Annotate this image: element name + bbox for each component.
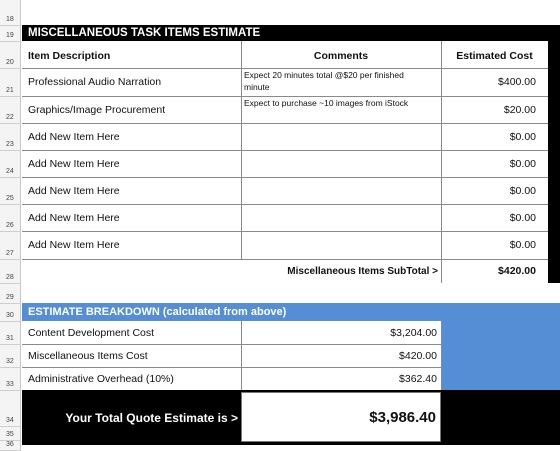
row-divider xyxy=(0,123,21,124)
row-divider xyxy=(0,321,21,322)
row-number: 35 xyxy=(6,431,14,438)
item-description[interactable]: Add New Item Here xyxy=(28,239,120,251)
comment-line: Expect 20 minutes total @$20 per finished xyxy=(244,70,404,80)
item-cost: $400.00 xyxy=(498,76,536,88)
item-comment[interactable] xyxy=(244,124,438,149)
row-number: 24 xyxy=(6,168,14,175)
row-number: 25 xyxy=(6,195,14,202)
row-divider xyxy=(0,177,21,178)
item-description[interactable]: Professional Audio Narration xyxy=(28,76,162,88)
breakdown-value: $420.00 xyxy=(399,349,437,362)
row-number: 22 xyxy=(6,114,14,121)
row-number: 27 xyxy=(6,250,14,257)
row-number: 19 xyxy=(6,32,14,39)
comment-line: minute xyxy=(244,82,270,92)
row-divider xyxy=(0,303,21,304)
row-divider xyxy=(0,204,21,205)
item-description[interactable]: Add New Item Here xyxy=(28,130,120,143)
row-divider xyxy=(0,426,21,427)
row-number: 29 xyxy=(6,294,14,301)
total-label: Your Total Quote Estimate is > xyxy=(65,411,238,425)
item-cost: $0.00 xyxy=(509,157,536,170)
row-number: 26 xyxy=(6,222,14,229)
grid-vline xyxy=(441,321,442,390)
item-description[interactable]: Add New Item Here xyxy=(28,211,120,224)
right-black-column xyxy=(548,25,560,283)
header-comments: Comments xyxy=(313,50,369,62)
row-number: 36 xyxy=(6,441,14,448)
row-divider xyxy=(0,367,21,368)
breakdown-value: $3,204.00 xyxy=(390,326,437,339)
breakdown-label: Administrative Overhead (10%) xyxy=(28,372,174,385)
item-comment[interactable] xyxy=(244,69,438,95)
row-number: 33 xyxy=(6,381,14,388)
row-divider xyxy=(0,96,21,97)
row-divider xyxy=(0,344,21,345)
row-divider xyxy=(0,150,21,151)
row-number: 32 xyxy=(6,358,14,365)
row-number: 28 xyxy=(6,274,14,281)
header-estimated-cost: Estimated Cost xyxy=(456,50,533,62)
misc-title: MISCELLANEOUS TASK ITEMS ESTIMATE xyxy=(28,27,261,39)
breakdown-title: ESTIMATE BREAKDOWN (calculated from above) xyxy=(28,306,287,318)
comment-line: Expect to purchase ~10 images from iStock xyxy=(244,98,409,108)
total-value: $3,986.40 xyxy=(369,408,436,426)
item-description[interactable]: Add New Item Here xyxy=(28,157,120,170)
subtotal-value: $420.00 xyxy=(498,265,536,277)
row-number: 23 xyxy=(6,141,14,148)
item-comment[interactable] xyxy=(244,232,438,258)
row-divider xyxy=(0,68,21,69)
grid-vline xyxy=(241,41,242,259)
item-cost: $0.00 xyxy=(509,130,536,143)
item-description[interactable]: Graphics/Image Procurement xyxy=(28,103,166,116)
item-comment[interactable] xyxy=(244,178,438,203)
row-divider xyxy=(0,283,21,284)
row-divider xyxy=(0,390,21,391)
item-comment[interactable] xyxy=(244,151,438,176)
item-comment[interactable] xyxy=(244,97,438,122)
header-item-description: Item Description xyxy=(28,50,111,62)
item-comment[interactable] xyxy=(244,205,438,230)
item-cost: $0.00 xyxy=(509,211,536,224)
item-description[interactable]: Add New Item Here xyxy=(28,184,120,197)
breakdown-value: $362.40 xyxy=(399,372,437,385)
row-number: 34 xyxy=(6,417,14,424)
row-number: 20 xyxy=(6,59,14,66)
item-cost: $0.00 xyxy=(509,184,536,197)
item-cost: $20.00 xyxy=(503,103,536,116)
row-number: 30 xyxy=(6,312,14,319)
breakdown-side-fill xyxy=(441,321,560,390)
row-number: 21 xyxy=(6,87,14,94)
subtotal-label: Miscellaneous Items SubTotal > xyxy=(287,265,438,277)
row-divider xyxy=(0,41,21,42)
row-divider xyxy=(0,231,21,232)
row-divider xyxy=(0,259,21,260)
row-divider xyxy=(0,25,21,26)
breakdown-label: Content Development Cost xyxy=(28,326,155,339)
row-number: 31 xyxy=(6,335,14,342)
breakdown-label: Miscellaneous Items Cost xyxy=(28,349,148,362)
item-cost: $0.00 xyxy=(509,239,536,251)
row-number: 18 xyxy=(6,16,14,23)
